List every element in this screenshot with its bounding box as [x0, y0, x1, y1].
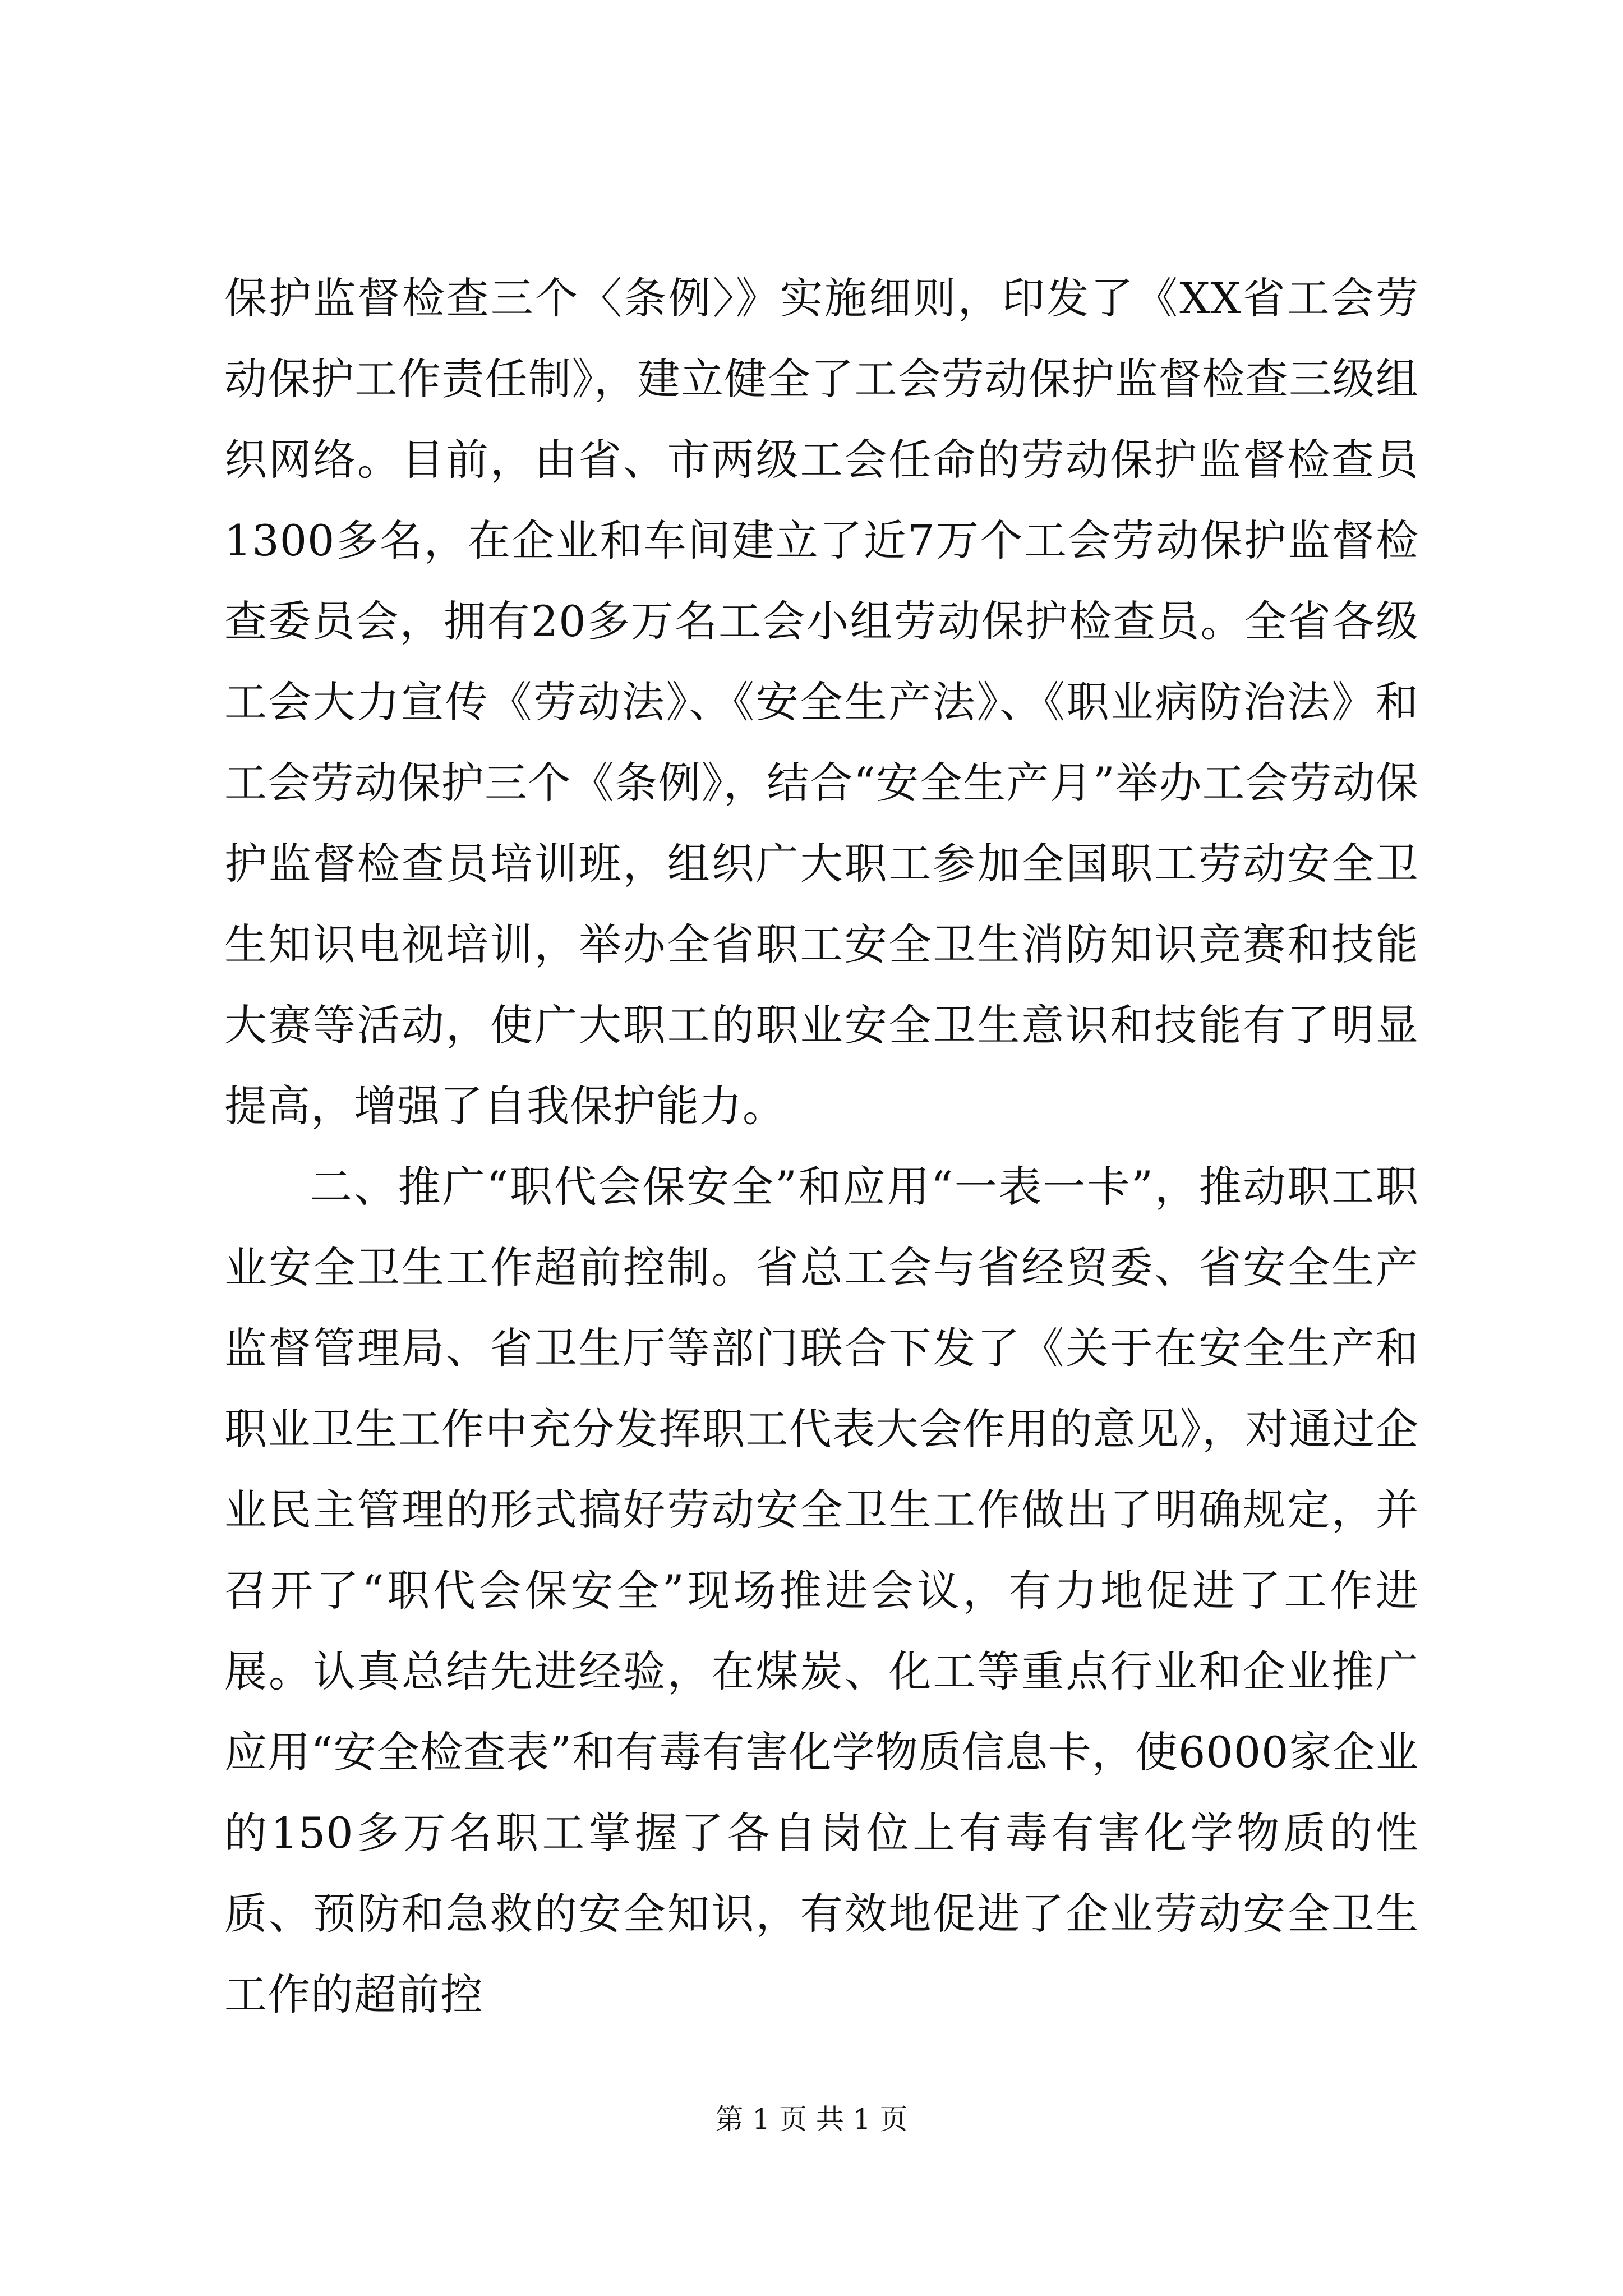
page-footer: 第 1 页 共 1 页	[715, 2103, 908, 2136]
paragraph-continued: 保护监督检查三个〈条例〉》实施细则，印发了《XX省工会劳动保护工作责任制》，建立健全了工会劳动保护监督检查三级组织网络。目前，由省、市两级工会任命的劳动保护监督检查员1300多名，在企业和车间建立了近7万个工会劳动保护监督检查委员会，拥有20多万名工会小组劳动保护检查员。全省各级工会大力宣传《劳动法》、《安全生产法》、《职业病防治法》和工会劳动保护三个《条例》，结合“安全生产月”举办工会劳动保护监督检查员培训班，组织广大职工参加全国职工劳动安全卫生知识电视培训，举办全省职工安全卫生消防知识竞赛和技能大赛等活动，使广大职工的职业安全卫生意识和技能有了明显提高，增强了自我保护能力。	[224, 273, 1419, 1131]
document-body	[224, 258, 1419, 2035]
paragraph-section-two: 二、推广“职代会保安全”和应用“一表一卡”，推动职工职业安全卫生工作超前控制。省总工会与省经贸委、省安全生产监督管理局、省卫生厅等部门联合下发了《关于在安全生产和职业卫生工作中充分发挥职工代表大会作用的意见》，对通过企业民主管理的形式搞好劳动安全卫生工作做出了明确规定，并召开了“职代会保安全”现场推进会议，有力地促进了工作进展。认真总结先进经验，在煤炭、化工等重点行业和企业推广应用“安全检查表”和有毒有害化学物质信息卡，使6000家企业的150多万名职工掌握了各自岗位上有毒有害化学物质的性质、预防和急救的安全知识，有效地促进了企业劳动安全卫生工作的超前控	[224, 1162, 1419, 2019]
